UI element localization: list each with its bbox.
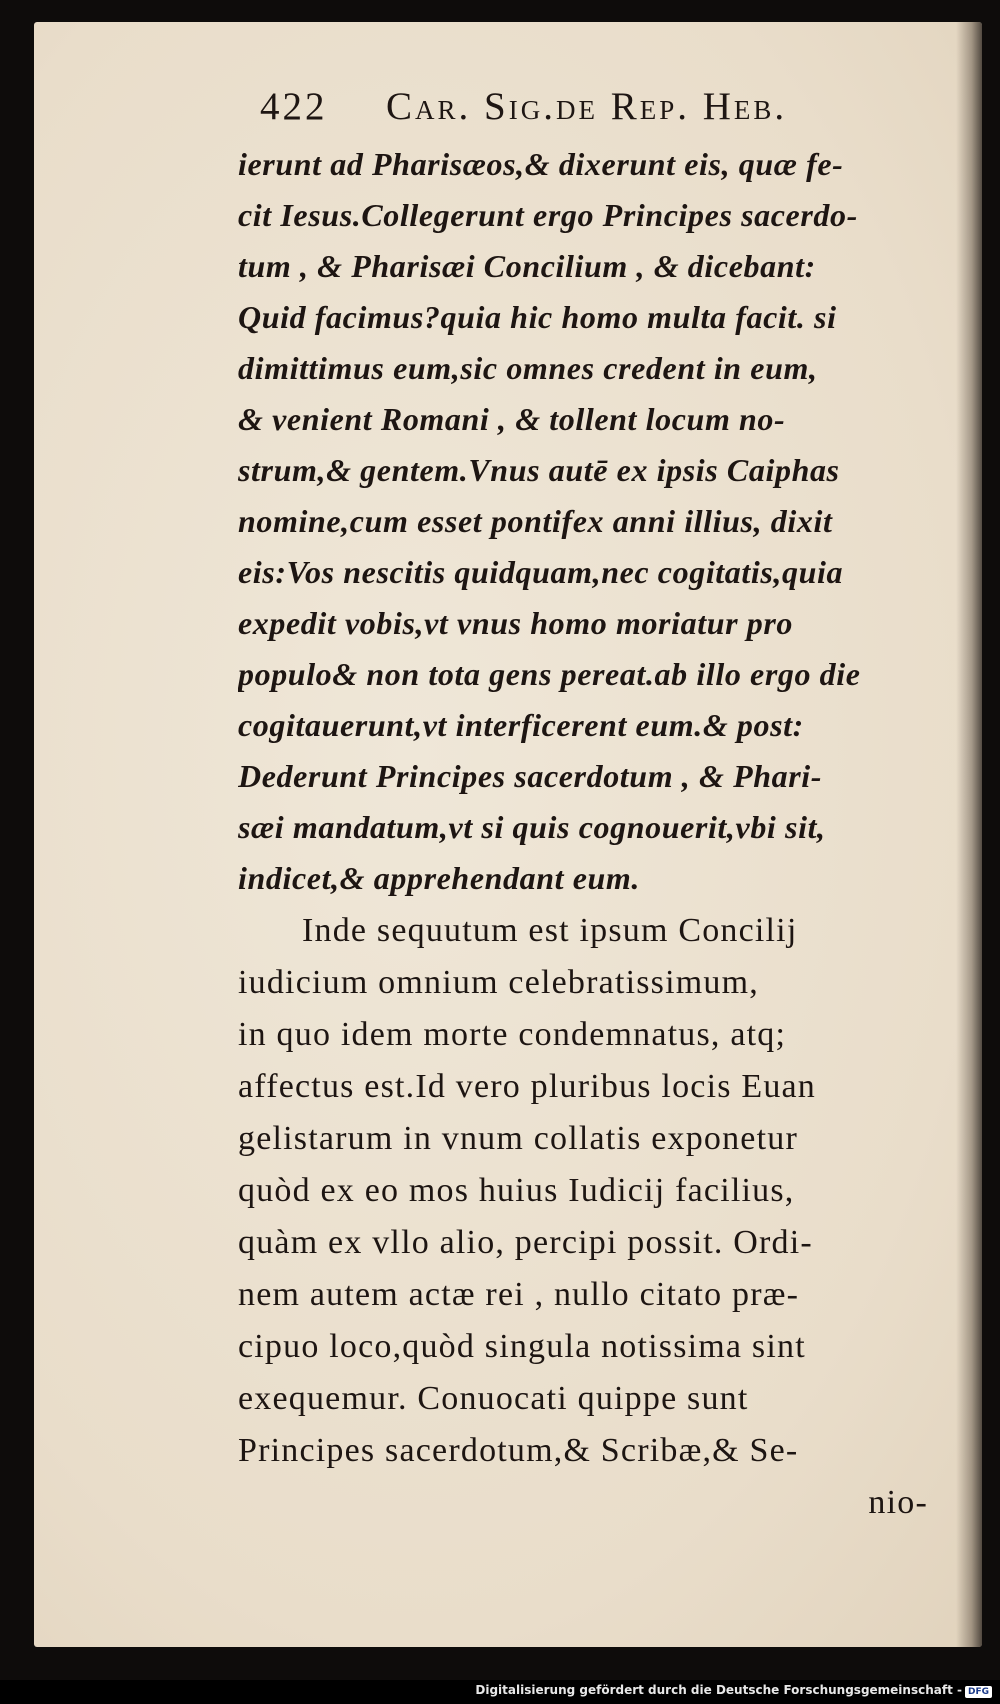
text-line: nomine,cum esset pontifex anni illius, dixit bbox=[238, 503, 833, 539]
text-line: tum , & Pharisæi Concilium , & dicebant: bbox=[238, 248, 816, 284]
text-line: affectus est.Id vero pluribus locis Euan bbox=[238, 1068, 817, 1105]
text-line: ierunt ad Pharisæos,& dixerunt eis, quæ fe- bbox=[238, 146, 844, 182]
text-line: cogitauerunt,vt interficerent eum.& post: bbox=[238, 707, 804, 743]
text-line: Principes sacerdotum,& Scribæ,& Se- bbox=[238, 1432, 799, 1469]
dfg-logo-icon: DFG bbox=[965, 1686, 992, 1698]
text-line: & venient Romani , & tollent locum no- bbox=[238, 401, 786, 437]
text-line: indicet,& apprehendant eum. bbox=[238, 860, 640, 896]
text-line: sæi mandatum,vt si quis cognouerit,vbi sit, bbox=[238, 809, 826, 845]
text-line: quàm ex vllo alio, percipi possit. Ordi- bbox=[238, 1224, 813, 1261]
text-line: exequemur. Conuocati quippe sunt bbox=[238, 1380, 749, 1417]
page-gutter-shadow bbox=[956, 22, 982, 1647]
text-line: populo& non tota gens pereat.ab illo ergo die bbox=[238, 656, 861, 692]
text-line: in quo idem morte condemnatus, atq; bbox=[238, 1016, 787, 1053]
page-number: 422 bbox=[260, 85, 328, 128]
text-line: expedit vobis,vt vnus homo moriatur pro bbox=[238, 605, 793, 641]
catchword: nio- bbox=[868, 1484, 928, 1521]
text-line: cipuo loco,quòd singula notissima sint bbox=[238, 1328, 806, 1365]
text-line: quòd ex eo mos huius Iudicij facilius, bbox=[238, 1172, 795, 1209]
text-line: iudicium omnium celebratissimum, bbox=[238, 964, 759, 1001]
text-line: strum,& gentem.Vnus autē ex ipsis Caiphas bbox=[238, 452, 840, 488]
text-line: cit Iesus.Collegerunt ergo Principes sacerdo- bbox=[238, 197, 858, 233]
text-line: dimittimus eum,sic omnes credent in eum, bbox=[238, 350, 818, 386]
text-line: Quid facimus?quia hic homo multa facit. si bbox=[238, 299, 837, 335]
text-line: gelistarum in vnum collatis exponetur bbox=[238, 1120, 798, 1157]
text-line: Dederunt Principes sacerdotum , & Phari- bbox=[238, 758, 823, 794]
funding-footer bbox=[475, 1683, 992, 1698]
page-header bbox=[226, 84, 926, 140]
text-line: nem autem actæ rei , nullo citato præ- bbox=[238, 1276, 800, 1313]
running-title: Car. Sig.de Rep. Heb. bbox=[386, 85, 788, 128]
text-line: Inde sequutum est ipsum Concilij bbox=[302, 912, 798, 949]
text-line: eis:Vos nescitis quidquam,nec cogitatis,quia bbox=[238, 554, 844, 590]
funding-text: Digitalisierung gefördert durch die Deutsche Forschungsgemeinschaft - bbox=[475, 1683, 962, 1697]
